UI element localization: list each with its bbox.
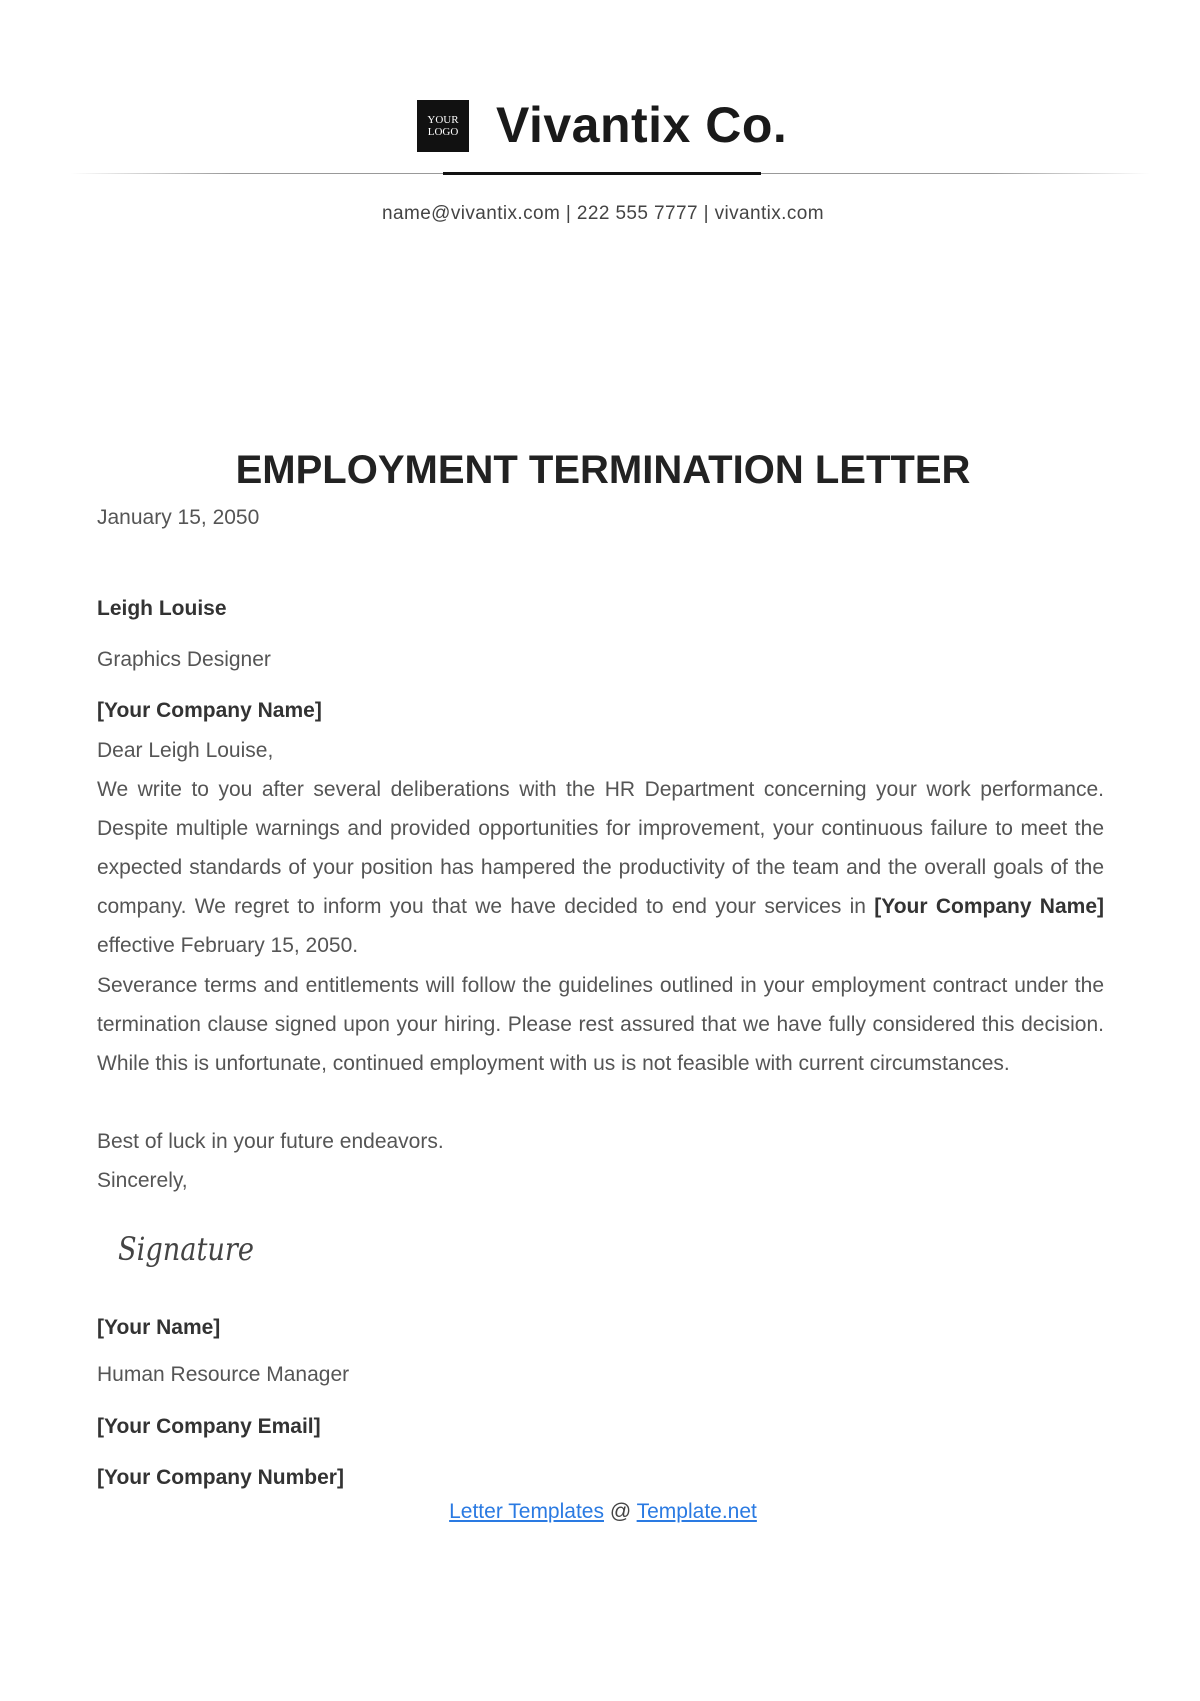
recipient-name: Leigh Louise: [97, 597, 227, 620]
sender-name: [Your Name]: [97, 1316, 221, 1339]
footer-separator: @: [609, 1500, 632, 1523]
paragraph-1-end: effective February 15, 2050.: [97, 934, 359, 957]
recipient-company: [Your Company Name]: [97, 699, 322, 722]
template-net-link[interactable]: Template.net: [636, 1500, 757, 1523]
letter-date: January 15, 2050: [97, 506, 260, 529]
company-name: Vivantix Co.: [496, 97, 788, 153]
sender-number: [Your Company Number]: [97, 1466, 344, 1489]
sender-email: [Your Company Email]: [97, 1415, 321, 1438]
paragraph-2: Severance terms and entitlements will follow the guidelines outlined in your employment contract under the termination clause signed upon your hiring. Please rest assured that we have fully considered this decision. While this is unfortunate, continued employment with us is not feasible with current circumstances.: [97, 974, 1104, 1075]
letter-title: EMPLOYMENT TERMINATION LETTER: [235, 448, 971, 492]
header-divider-accent: [443, 172, 761, 175]
salutation: Dear Leigh Louise,: [97, 739, 274, 762]
paragraph-1-company: [Your Company Name]: [874, 895, 1104, 918]
logo-text-line1: YOUR: [427, 114, 459, 126]
logo: [417, 100, 469, 152]
paragraph-3: Best of luck in your future endeavors.: [97, 1130, 444, 1153]
footer: [0, 1500, 1200, 1524]
contact-info: name@vivantix.com | 222 555 7777 | vivantix.com: [382, 203, 824, 224]
logo-text-line2: LOGO: [427, 126, 459, 138]
signature: Signature: [118, 1230, 255, 1268]
paragraph-1-text: We write to you after several deliberations with the HR Department concerning your work performance. Despite multiple warnings and provided opportunities for improvement, your continuous failure to meet the expected standards of your position has hampered the productivity of the team and the overall goals of the company. We regret to inform you that we have decided to end your services in: [97, 778, 1104, 918]
sender-title: Human Resource Manager: [97, 1363, 350, 1386]
letter-templates-link[interactable]: Letter Templates: [449, 1500, 604, 1523]
recipient-title: Graphics Designer: [97, 648, 271, 671]
paragraph-1: [97, 770, 1104, 965]
closing: Sincerely,: [97, 1169, 188, 1192]
